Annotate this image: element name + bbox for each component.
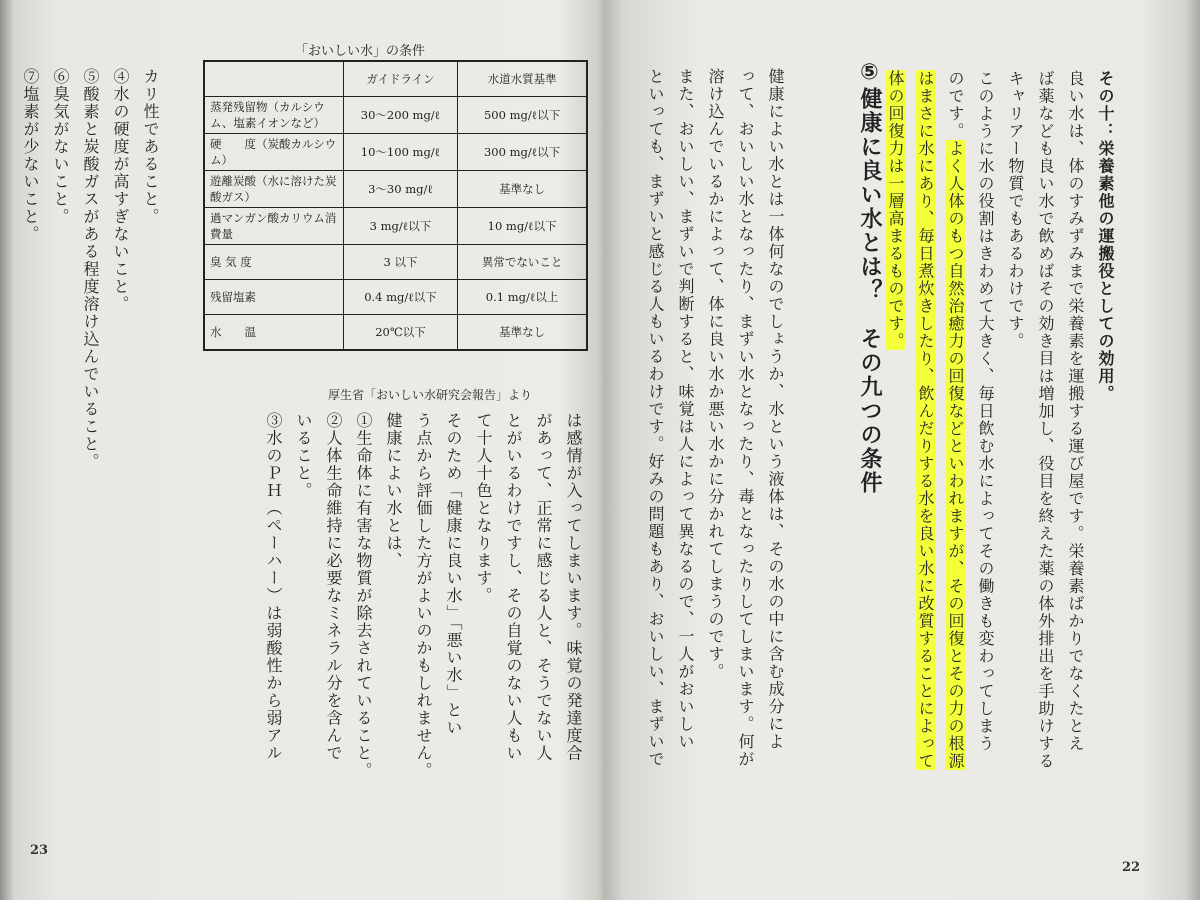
upper-line-2: ④水の硬度が高すぎないこと。 xyxy=(111,68,130,313)
table-cell-item: 臭 気 度 xyxy=(204,245,343,280)
intro-line-4: このように水の役割はきわめて大きく、毎日飲む水によってその働きも変わってしまう xyxy=(976,70,995,753)
highlight-line-3: 体の回復力は一層高まるものです。 xyxy=(886,70,905,350)
table-cell-item: 残留塩素 xyxy=(204,280,343,315)
table-cell-guideline: 3～30 mg/ℓ xyxy=(343,171,457,208)
left-upper-list xyxy=(15,68,165,471)
intro-line-6 xyxy=(910,70,940,850)
table-cell-standard: 300 mg/ℓ以下 xyxy=(458,134,587,171)
table-row xyxy=(204,315,587,351)
right-page-text xyxy=(880,70,1120,850)
lower-line-11: ③水のＰＨ（ペーハー）は弱酸性から弱アル xyxy=(264,412,283,762)
table-cell-guideline: 3 以下 xyxy=(343,245,457,280)
lower-line-2: があって、正常に感じる人と、そうでない人 xyxy=(534,412,553,762)
lower-line-9: ②人体生命維持に必要なミネラル分を含んで xyxy=(324,412,343,762)
intro-line-3: キャリアー物質でもあるわけです。 xyxy=(1006,70,1025,350)
lower-line-6: う点から評価した方がよいのかもしれません。 xyxy=(414,412,433,780)
table-cell-item: 遊離炭酸（水に溶けた炭酸ガス） xyxy=(204,171,343,208)
table-cell-standard: 10 mg/ℓ以下 xyxy=(458,208,587,245)
table-cell-standard: 500 mg/ℓ以下 xyxy=(458,97,587,134)
table-cell-item: 蒸発残留物（カルシウム、塩素イオンなど） xyxy=(204,97,343,134)
table-row xyxy=(204,134,587,171)
table-header-item xyxy=(204,61,343,97)
table-header-standard: 水道水質基準 xyxy=(458,61,587,97)
table-cell-guideline: 0.4 mg/ℓ以下 xyxy=(343,280,457,315)
table-row xyxy=(204,208,587,245)
body-line-2: って、おいしい水となったり、まずい水となったり、毒となったりしてしまいます。何が xyxy=(736,68,755,768)
upper-line-5: ⑦塩素が少ないこと。 xyxy=(21,68,40,243)
left-lower-text xyxy=(258,412,588,852)
section-title: その十：栄養素他の運搬役としての効用。 xyxy=(1096,70,1115,403)
upper-line-4: ⑥臭気がないこと。 xyxy=(51,68,70,226)
table-row xyxy=(204,280,587,315)
body-line-4: また、おいしい、まずいで判断すると、味覚は人によって異なるので、一人がおいしい xyxy=(676,68,695,751)
intro-line-1: 良い水は、体のすみずみまで栄養素を運搬する運び屋です。栄養素ばかりでなくたとえ xyxy=(1066,70,1085,753)
table-source: 厚生省「おいしい水研究会報告」より xyxy=(328,388,533,402)
intro-line-5 xyxy=(940,70,970,850)
body-line-5: といっても、まずいと感じる人もいるわけです。好みの問題もあり、おいしい、まずいで xyxy=(646,68,665,768)
table-cell-standard: 異常でないこと xyxy=(458,245,587,280)
lower-line-1: は感情が入ってしまいます。味覚の発達度合 xyxy=(564,412,583,762)
lower-line-7: 健康によい水とは、 xyxy=(384,412,403,570)
table-cell-guideline: 3 mg/ℓ以下 xyxy=(343,208,457,245)
page-number-left: 23 xyxy=(30,843,49,858)
highlight-line-1: よく人体のもつ自然治癒力の回復などといわれますが、その回復とその力の根源 xyxy=(946,140,965,770)
table-title: 「おいしい水」の条件 xyxy=(295,44,426,59)
table-cell-guideline: 30～200 mg/ℓ xyxy=(343,97,457,134)
lower-line-10: いること。 xyxy=(294,412,313,500)
intro-prefix: のです。 xyxy=(946,70,965,140)
highlight-line-2: はまさに水にあり、毎日煮炊きしたり、飲んだりする水を良い水に改質することによって xyxy=(916,70,935,770)
table-cell-item: 水 温 xyxy=(204,315,343,351)
table-cell-item: 硬 度（炭酸カルシウム） xyxy=(204,134,343,171)
table-cell-standard: 0.1 mg/ℓ以上 xyxy=(458,280,587,315)
body-line-3: 溶け込んでいるかによって、体に良い水か悪い水かに分かれてしまうのです。 xyxy=(706,68,725,681)
table-cell-guideline: 20℃以下 xyxy=(343,315,457,351)
section-heading: ⑤健康に良い水とは？ その九つの条件 xyxy=(857,60,882,495)
table-cell-standard: 基準なし xyxy=(458,171,587,208)
table-cell-item: 過マンガン酸カリウム消費量 xyxy=(204,208,343,245)
lower-line-8: ①生命体に有害な物質が除去されていること。 xyxy=(354,412,373,780)
upper-line-1: カリ性であること。 xyxy=(141,68,160,226)
page-number-right: 22 xyxy=(1122,860,1141,875)
lower-line-3: とがいるわけですし、その自覚のない人もい xyxy=(504,412,523,762)
lower-line-5: そのため「健康に良い水」「悪い水」とい xyxy=(444,412,463,737)
table-header-guideline: ガイドライン xyxy=(343,61,457,97)
table-header-row xyxy=(204,61,587,97)
table-row xyxy=(204,171,587,208)
body-line-1: 健康によい水とは一体何なのでしょうか、水という液体は、その水の中に含む成分によ xyxy=(766,68,785,751)
lower-line-4: て十人十色となります。 xyxy=(474,412,493,605)
intro-line-2: ば薬なども良い水で飲めばその効き目は増加し、役目を終えた薬の体外排出を手助けする xyxy=(1036,70,1055,770)
table-row xyxy=(204,245,587,280)
table-row xyxy=(204,97,587,134)
table-cell-standard: 基準なし xyxy=(458,315,587,351)
table-cell-guideline: 10～100 mg/ℓ xyxy=(343,134,457,171)
right-page-body xyxy=(640,68,790,848)
upper-line-3: ⑤酸素と炭酸ガスがある程度溶け込んでいること。 xyxy=(81,68,100,471)
water-conditions-table xyxy=(203,60,588,351)
